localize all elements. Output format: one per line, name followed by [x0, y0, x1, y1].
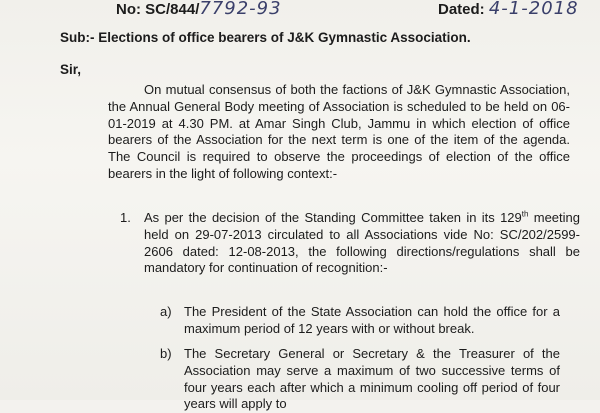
reference-handwritten: 7792-93 [199, 0, 282, 19]
body-paragraph [108, 82, 570, 183]
list-item-1-text-a: As per the decision of the Standing Committee taken in its 129 [144, 210, 522, 225]
sub-item-b-text: The Secretary General or Secretary & the Treasurer of the Association may serve a maximum of two successive terms of four years each after which a minimum cooling off period of four years will apply to [184, 346, 560, 412]
reference-number [116, 0, 282, 19]
letter-header [116, 0, 586, 20]
body-paragraph-text: On mutual consensus of both the factions of J&K Gymnastic Association, the Annual General Body meeting of Association is scheduled to be held on 06-01-2019 at 4.30 PM. at Amar Singh Club, Jammu in which election of office bearers of the Association for the next term is one of the item of the agenda. The Council is required to observe the proceedings of election of the office bearers in the light of following context:- [108, 82, 570, 181]
list-item-1-number: 1. [120, 210, 131, 225]
sub-item-a-label: a) [160, 304, 172, 319]
list-item-1-sup: th [521, 209, 529, 219]
reference-label: No: SC/844/ [116, 1, 200, 18]
sub-item-b-label: b) [160, 346, 172, 361]
salutation: Sir, [60, 62, 82, 77]
subject-line: Sub:- Elections of office bearers of J&K Gymnastic Association. [60, 30, 471, 45]
list-item-1-text [144, 210, 580, 277]
sub-item-a-text: The President of the State Association can hold the office for a maximum period of 12 years with or without break. [184, 304, 560, 336]
date-field [438, 0, 579, 19]
date-label: Dated: [438, 1, 485, 18]
list-item-1-text-b: meeting held on 29-07-2013 circulated to all Associations vide No: SC/202/2599-2606 dated: 12-08-2013, the following directions/regulations shall be mandatory for continuation of recognition:- [144, 210, 580, 276]
date-handwritten: 4-1-2018 [488, 0, 579, 19]
